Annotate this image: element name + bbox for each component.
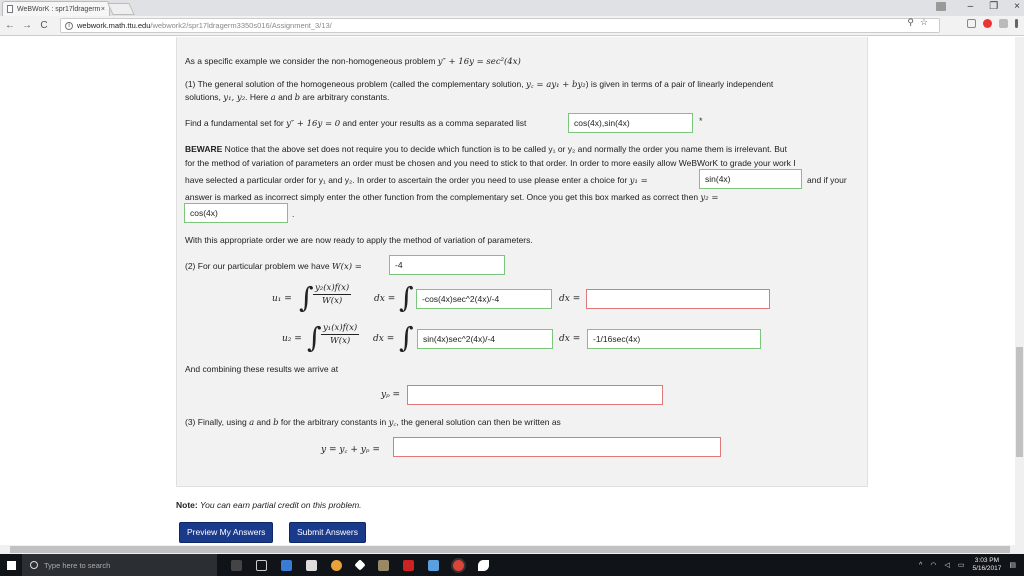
new-tab-button[interactable]	[107, 3, 135, 15]
part3-text	[185, 416, 561, 429]
chrome-icon[interactable]	[453, 560, 464, 571]
app-icon[interactable]	[378, 560, 389, 571]
y2-input[interactable]: cos(4x)	[184, 203, 288, 223]
clock-date: 5/16/2017	[972, 565, 1002, 572]
required-star: *	[699, 116, 703, 126]
partial-credit-note	[176, 500, 362, 510]
beware-text-3: have selected a particular order for y₁ and y₂. In order to ascertain the order you need to use please enter a choice for	[185, 175, 630, 185]
store-icon[interactable]	[306, 560, 317, 571]
vertical-scrollbar[interactable]	[1015, 37, 1024, 545]
u2-dx-text: dx	[373, 334, 384, 344]
y2-period: .	[292, 209, 295, 219]
beware-line3-end: and if your	[807, 175, 847, 185]
part1-line2-mid: . Here	[245, 92, 271, 102]
part3-mid: for the arbitrary constants in	[278, 417, 389, 427]
problem-panel	[176, 37, 868, 487]
vop-intro: With this appropriate order we are now ready to apply the method of variation of parameters.	[185, 235, 533, 245]
u2-dx-equals: dx =	[559, 334, 581, 344]
y2-symbol: y₂ =	[700, 193, 719, 203]
tray-chevron-icon[interactable]: ^	[919, 561, 923, 569]
wronskian-symbol: W(x) =	[331, 262, 362, 272]
close-window-button[interactable]: ×	[1014, 1, 1020, 12]
navigation-bar	[0, 16, 1024, 36]
general-solution-label: y = y꜀ + yₚ =	[321, 445, 380, 455]
integral-sign-u1: ∫	[299, 281, 314, 314]
vertical-scroll-thumb[interactable]	[1016, 347, 1023, 457]
horizontal-scrollbar[interactable]	[0, 545, 1024, 554]
intro-equation: y″ + 16y = sec²(4x)	[437, 57, 521, 67]
part1-a: a	[270, 93, 276, 103]
clock[interactable]	[972, 557, 1001, 573]
combining-text: And combining these results we arrive at	[185, 364, 339, 374]
app-bird-icon[interactable]	[478, 560, 489, 571]
part1-line2-end: are arbitrary constants.	[300, 92, 390, 102]
url-host: webwork.math.ttu.edu	[77, 21, 151, 30]
integral-sign-u2-answer: ∫	[399, 321, 414, 354]
firefox-icon[interactable]	[331, 560, 342, 571]
menu-dots-icon[interactable]	[1015, 19, 1018, 28]
page-viewport	[0, 37, 1015, 545]
u2-denominator: W(x)	[330, 336, 351, 346]
fundamental-set-prompt	[185, 117, 526, 130]
u2-fraction	[321, 323, 359, 346]
u1-denominator: W(x)	[322, 296, 343, 306]
minimize-button[interactable]: –	[967, 1, 974, 12]
extension-icon[interactable]	[999, 19, 1008, 28]
cast-icon[interactable]	[967, 19, 976, 28]
yp-input[interactable]	[407, 385, 663, 405]
part3-end: , the general solution can then be written as	[396, 417, 561, 427]
taskbar-search-placeholder: Type here to search	[44, 560, 111, 570]
u2-dx: dx =	[373, 334, 395, 344]
part3-and: and	[254, 417, 274, 427]
reload-button[interactable]: C	[40, 20, 48, 31]
tab-strip	[0, 0, 1024, 16]
part1-text: (1) The general solution of the homogeneous problem (called the complementary solution,	[185, 79, 526, 89]
zoom-icon[interactable]: ⚲	[907, 17, 914, 27]
part1-symbols: y₁, y₂	[223, 93, 246, 103]
u2-numerator: y₁(x)f(x)	[323, 323, 358, 333]
submit-answers-button[interactable]: Submit Answers	[289, 522, 366, 543]
system-tray	[919, 557, 1016, 573]
u1-label: u₁ =	[272, 294, 292, 304]
yp-label: yₚ =	[381, 390, 401, 400]
u1-dx: dx =	[374, 294, 396, 304]
address-bar-actions	[907, 17, 928, 28]
taskbar	[0, 554, 1024, 576]
horizontal-scroll-thumb[interactable]	[10, 546, 1010, 553]
task-view-icon[interactable]	[256, 560, 267, 571]
part3-a: a	[249, 418, 255, 428]
address-bar[interactable]	[60, 18, 940, 33]
part1-b: b	[294, 93, 301, 103]
maximize-button[interactable]: ❐	[989, 1, 999, 12]
fund-post: and enter your results as a comma separated list	[340, 118, 527, 128]
part1-line2-pre: solutions,	[185, 92, 224, 102]
start-button[interactable]	[0, 554, 22, 576]
u2-result-input[interactable]: -1/16sec(4x)	[587, 329, 761, 349]
part1-line1	[185, 78, 773, 91]
y1-symbol: y₁ =	[629, 176, 648, 186]
part2-pre: (2) For our particular problem we have	[185, 261, 332, 271]
part2-text	[185, 260, 362, 273]
intro-pre: As a specific example we consider the non-homogeneous problem	[185, 56, 438, 66]
note-label: Note:	[176, 500, 198, 510]
part3-pre: (3) Finally, using	[185, 417, 250, 427]
page-icon	[7, 5, 13, 13]
beware-line1	[185, 143, 787, 155]
forward-button[interactable]: →	[22, 20, 32, 31]
network-icon[interactable]: ◠	[930, 562, 937, 569]
beware-line3	[185, 174, 648, 187]
beware-label: BEWARE	[185, 144, 223, 154]
taskbar-apps	[231, 560, 489, 571]
note-text: You can earn partial credit on this problem.	[197, 500, 362, 510]
back-button[interactable]: ←	[5, 20, 15, 31]
part1-line2	[185, 91, 389, 104]
part1-text-end: ) is given in terms of a pair of linearly independent	[585, 79, 774, 89]
fundamental-set-input[interactable]: cos(4x),sin(4x)	[568, 113, 693, 133]
wronskian-input[interactable]: -4	[389, 255, 505, 275]
u2-integrand-input[interactable]: sin(4x)sec^2(4x)/-4	[417, 329, 553, 349]
opera-extension-icon[interactable]	[983, 19, 992, 28]
fund-equation: y″ + 16y = 0	[286, 119, 341, 129]
beware-text-4: answer is marked as incorrect simply enter the other function from the complementary set. Once you get this box marked as correct then	[185, 192, 701, 202]
general-solution-input[interactable]	[393, 437, 721, 457]
browser-tab[interactable]	[2, 1, 110, 16]
url-path: /webwork2/spr17ldragerm3350s016/Assignment_3/13/	[150, 21, 332, 30]
tab-title: WeBWorK : spr17ldragerm	[17, 5, 101, 13]
u2-label: u₂ =	[282, 334, 302, 344]
beware-line2: for the method of variation of parameters an order must be chosen and you need to stick to that order. In order to more easily allow WeBWorK to grade your work I	[185, 158, 796, 168]
y1-input[interactable]: sin(4x)	[699, 169, 802, 189]
site-info-icon[interactable]: i	[65, 22, 73, 30]
beware-text-1: Notice that the above set does not require you to decide which function is to be called y₁ or y₂ and normally the order you name them is irrelevant. But	[222, 144, 787, 154]
volume-icon[interactable]: ◁	[944, 562, 950, 569]
integral-sign-u1-answer: ∫	[399, 281, 414, 314]
u1-numerator: y₂(x)f(x)	[315, 283, 350, 293]
window-controls	[936, 1, 1020, 12]
clock-time: 3:03 PM	[974, 557, 1000, 564]
u1-result-input[interactable]	[586, 289, 770, 309]
part1-equation: y꜀ = ay₁ + by₂	[525, 80, 586, 90]
search-circle-icon	[30, 561, 38, 569]
mail-icon[interactable]	[428, 560, 439, 571]
fund-pre: Find a fundamental set for	[185, 118, 287, 128]
acrobat-icon[interactable]	[403, 560, 414, 571]
user-profile-icon[interactable]	[936, 2, 946, 11]
microphone-icon[interactable]	[231, 560, 242, 571]
u1-dx-text: dx	[374, 294, 385, 304]
file-explorer-icon[interactable]	[281, 560, 292, 571]
windows-logo-icon	[7, 561, 16, 570]
intro-text	[185, 55, 521, 68]
taskbar-search[interactable]	[22, 554, 217, 576]
part3-b: b	[273, 418, 279, 428]
keyboard-icon[interactable]: ▭	[957, 562, 965, 569]
app-diamond-icon[interactable]	[354, 559, 365, 570]
u1-fraction	[313, 283, 351, 306]
bookmark-star-icon[interactable]: ☆	[919, 17, 928, 27]
u1-integrand-input[interactable]: -cos(4x)sec^2(4x)/-4	[416, 289, 552, 309]
part3-yc: y꜀	[388, 418, 397, 428]
preview-answers-button[interactable]: Preview My Answers	[179, 522, 273, 543]
part1-and: and	[275, 92, 295, 102]
integral-sign-u2: ∫	[307, 321, 322, 354]
u1-dx-equals: dx =	[559, 294, 581, 304]
tab-close-icon[interactable]: ×	[100, 5, 105, 13]
extension-icons	[967, 19, 1018, 28]
notifications-icon[interactable]: ▤	[1009, 562, 1016, 569]
